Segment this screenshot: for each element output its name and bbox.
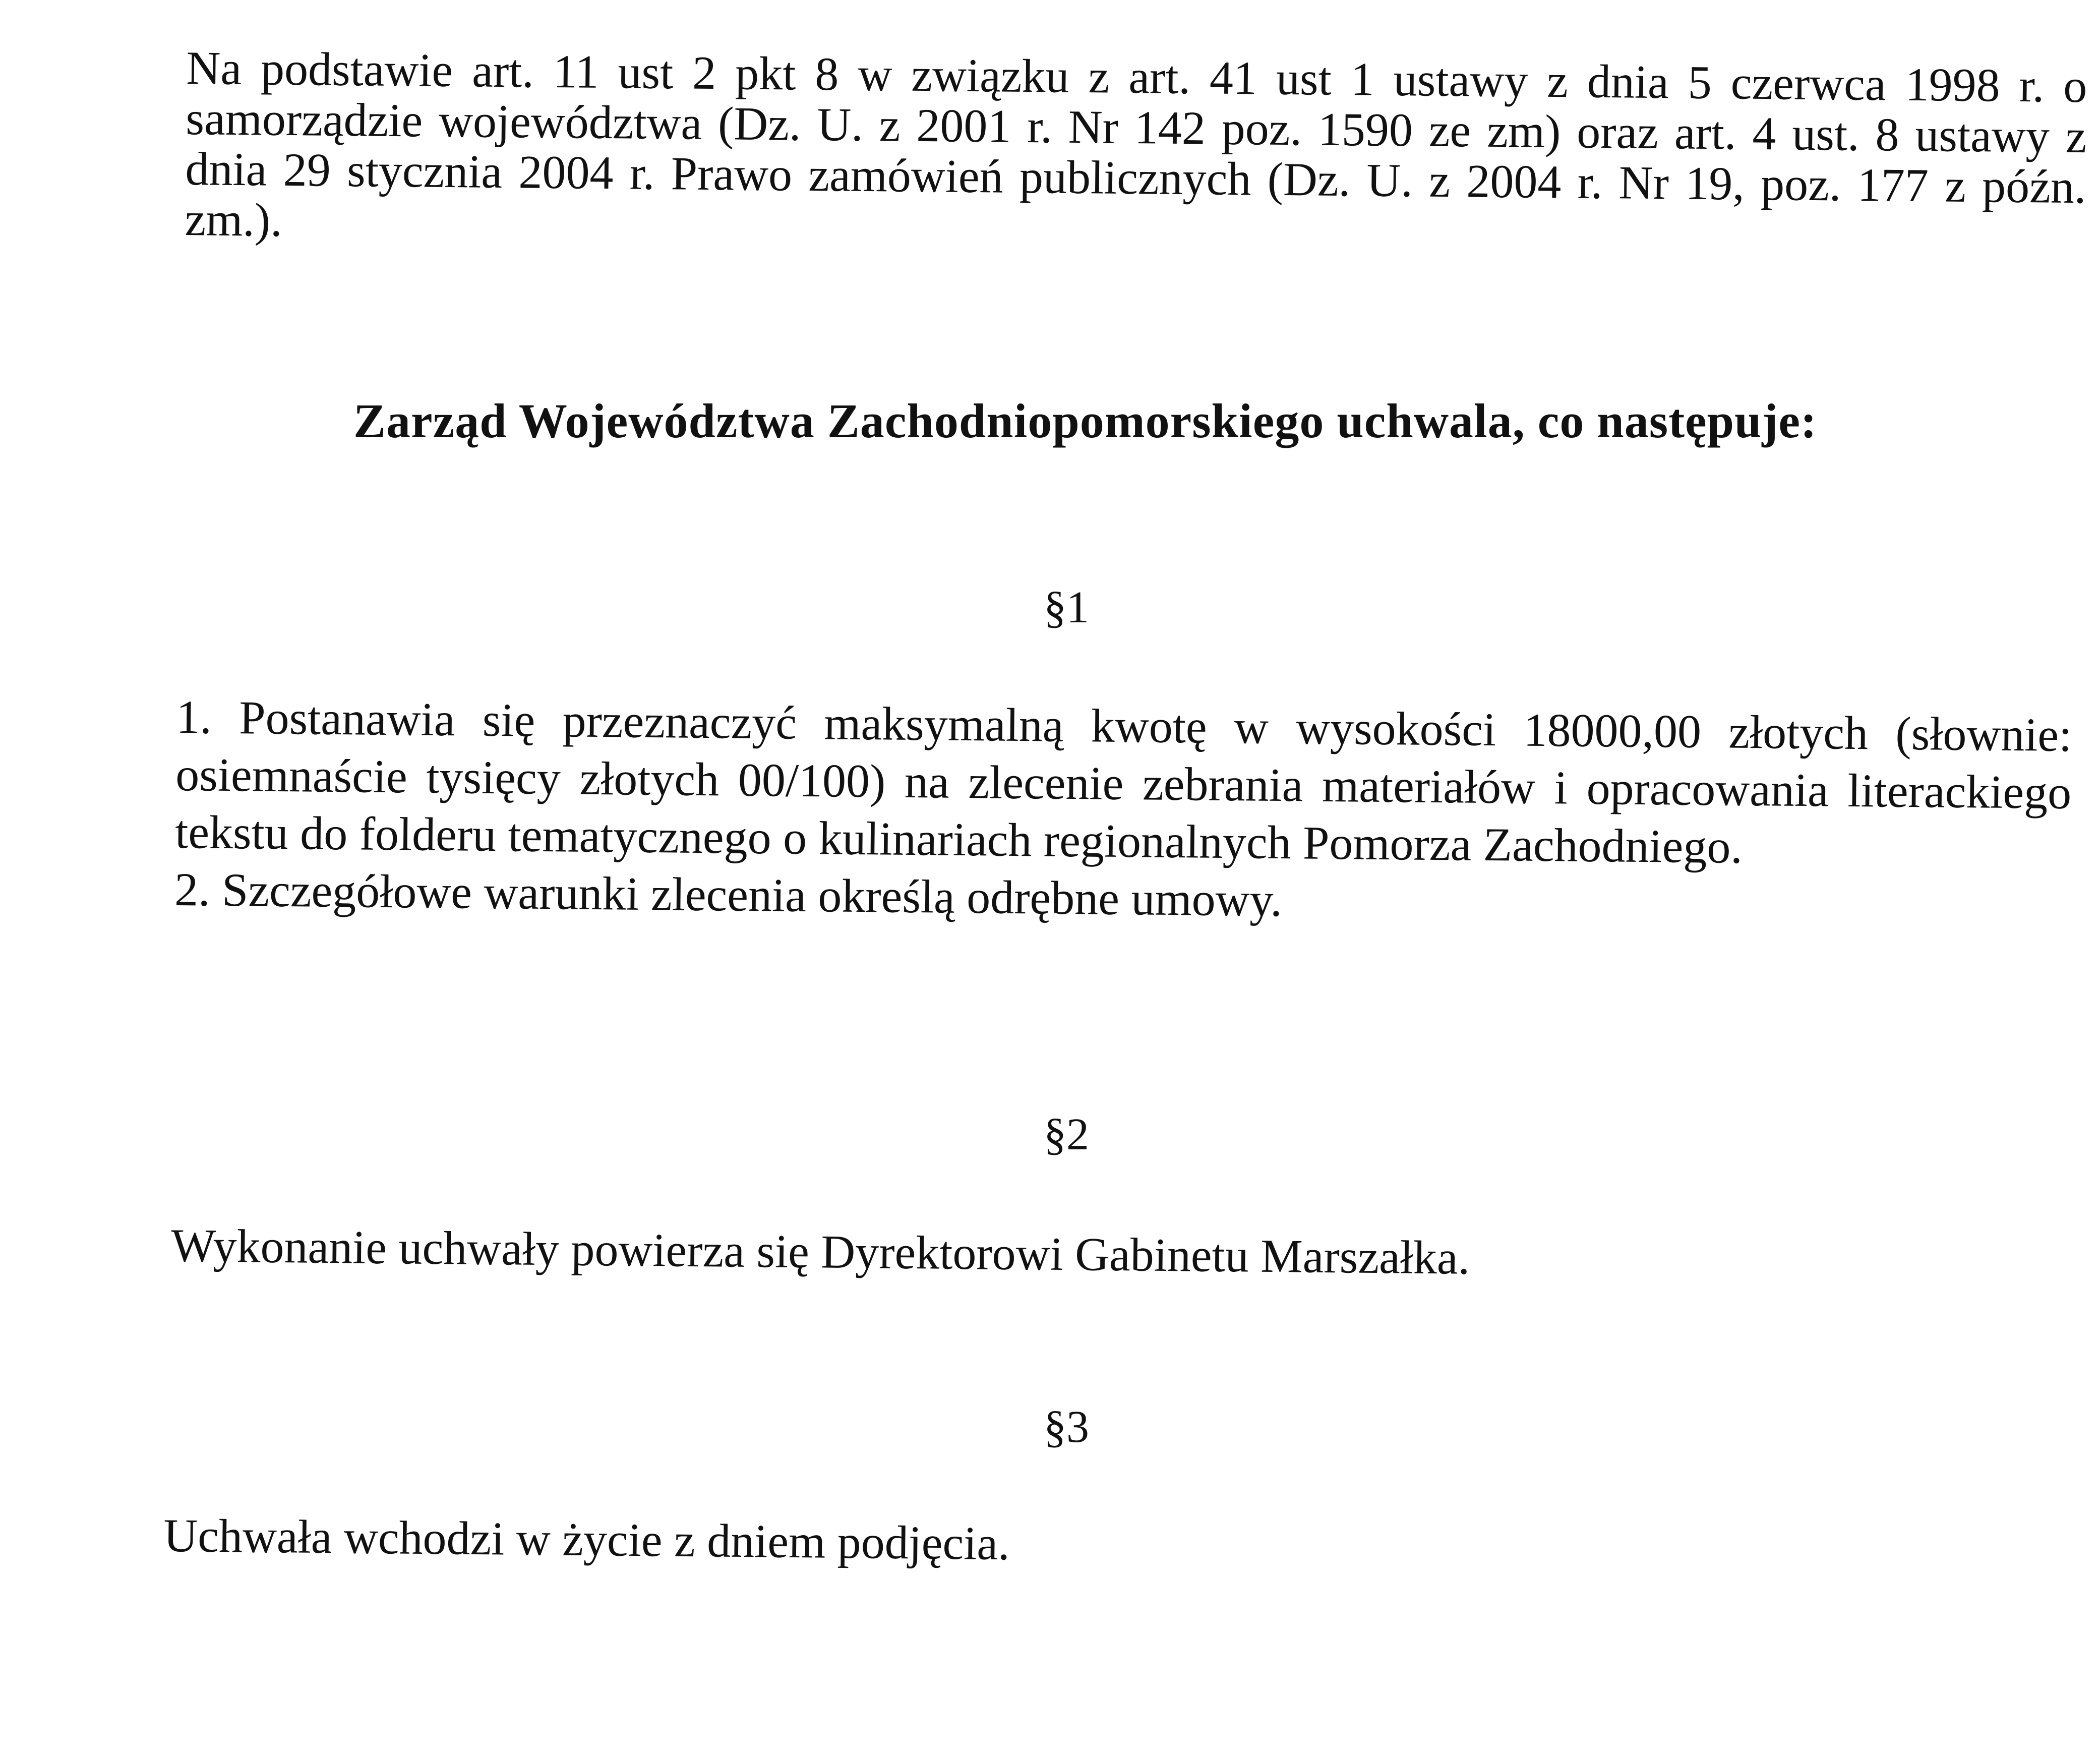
section-1-paragraph-2: 2. Szczegółowe warunki zlecenia określą odrębne umowy. — [174, 863, 1283, 927]
section-2-mark: §2 — [1044, 1109, 1089, 1159]
section-3-paragraph-1: Uchwała wchodzi w życie z dniem podjęcia. — [163, 1509, 1010, 1570]
section-1-mark: §1 — [1044, 582, 1089, 632]
legal-basis-preamble: Na podstawie art. 11 ust 2 pkt 8 w związku z art. 41 ust 1 ustawy z dnia 5 czerwca 1998 r. o samorządzie województwa (Dz. U. z 2001 r. Nr 142 poz. 1590 ze zm) oraz art. 4 ust. 8 ustawy z dnia 29 stycznia 2004 r. Prawo zamówień publicznych (Dz. U. z 2004 r. Nr 19, poz. 177 z późn. zm.). — [185, 42, 2087, 247]
section-1-body — [174, 688, 2072, 937]
section-1-paragraph-1: 1. Postanawia się przeznaczyć maksymalną kwotę w wysokości 18000,00 złotych (słownie: osiemnaście tysięcy złotych 00/100) na zlecenie zebrania materiałów i opracowania literackiego tekstu do folderu tematycznego o kulinariach regionalnych Pomorza Zachodniego. — [174, 690, 2072, 873]
section-3-mark: §3 — [1044, 1402, 1089, 1452]
section-2-paragraph-1: Wykonanie uchwały powierza się Dyrektorowi Gabinetu Marszałka. — [170, 1219, 1470, 1284]
resolution-heading: Zarząd Województwa Zachodniopomorskiego uchwala, co następuje: — [353, 394, 1817, 448]
